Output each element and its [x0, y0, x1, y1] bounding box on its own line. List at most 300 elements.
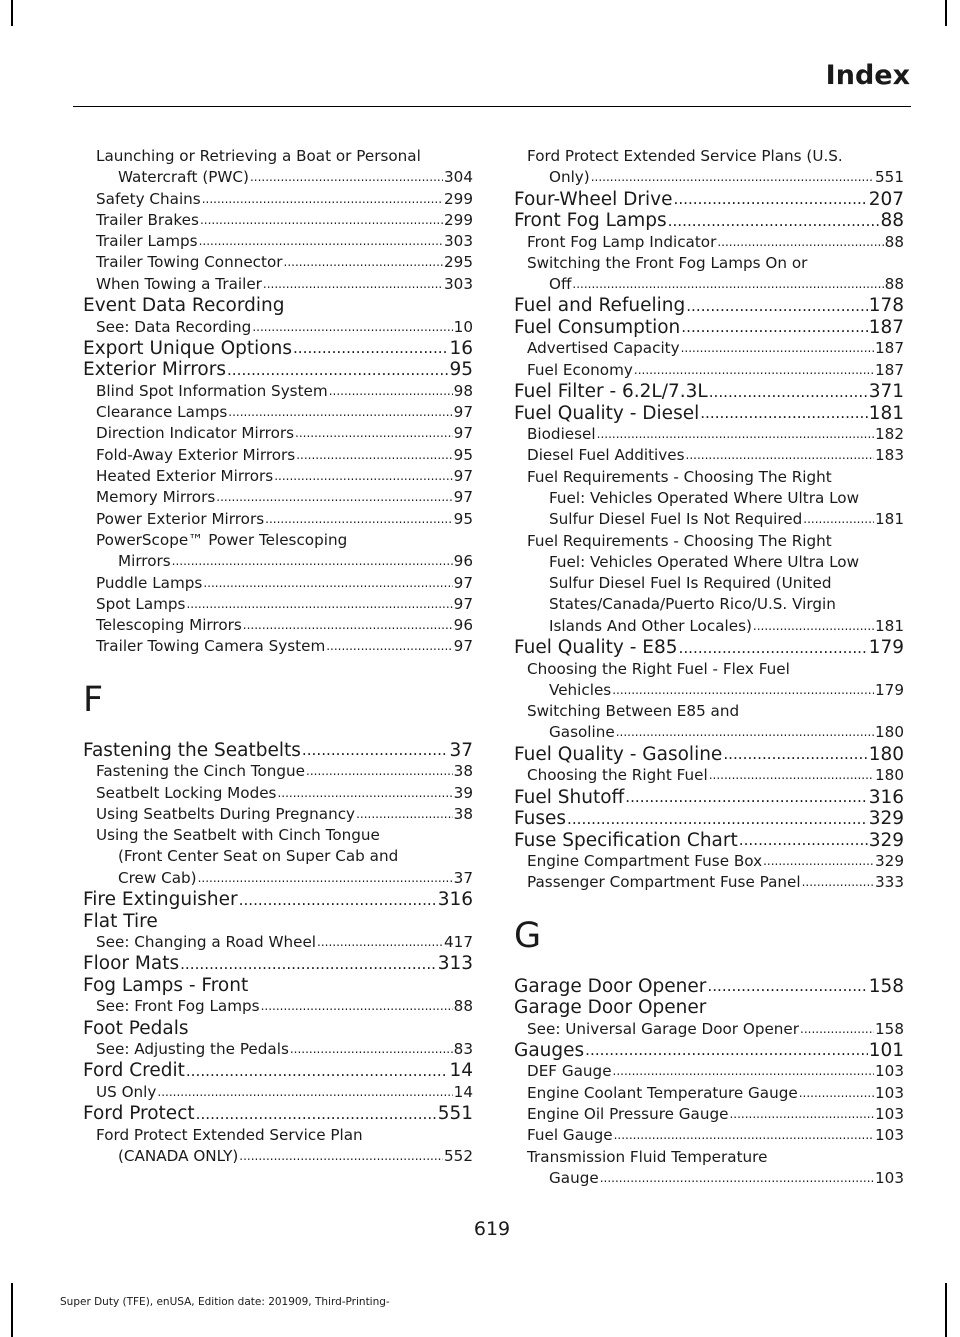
- entry-term-line: Choosing the Right Fuel - Flex Fuel: [527, 659, 790, 678]
- entry-page-number: 103: [875, 1083, 904, 1102]
- entry-term: Off: [549, 275, 572, 294]
- entry-term: Fuel Consumption: [514, 316, 681, 338]
- index-entry: [514, 1040, 904, 1062]
- dot-leader: [196, 1104, 437, 1125]
- entry-term: Gauges: [514, 1039, 585, 1061]
- entry-page-number: 183: [875, 446, 904, 465]
- dot-leader: [700, 403, 867, 424]
- entry-page-number: 180: [875, 723, 904, 742]
- dot-leader: [243, 615, 453, 636]
- index-entry: [514, 317, 904, 339]
- dot-leader: [707, 976, 867, 997]
- entry-page-number: 97: [453, 467, 473, 486]
- dot-leader: [317, 932, 443, 953]
- index-entry: [514, 765, 904, 786]
- entry-page-number: 181: [868, 402, 904, 424]
- index-entry: [83, 889, 473, 911]
- entry-term-line: [514, 680, 904, 701]
- dot-leader: [277, 783, 452, 804]
- dot-leader: [356, 804, 453, 825]
- entry-term: See: Universal Garage Door Opener: [527, 1019, 800, 1038]
- index-entry-multiline: [514, 531, 904, 637]
- index-entry: [514, 1019, 904, 1040]
- dot-leader: [199, 231, 443, 252]
- index-entry: [83, 996, 473, 1017]
- entry-term: Fuel Economy: [527, 360, 633, 379]
- index-entry: [83, 1039, 473, 1060]
- entry-term: Engine Coolant Temperature Gauge: [527, 1083, 798, 1102]
- dot-leader: [729, 1104, 874, 1125]
- index-entry-multiline: [514, 467, 904, 531]
- entry-term: See: Data Recording: [96, 317, 252, 336]
- entry-page-number: 179: [875, 680, 904, 699]
- entry-term-line: Fuel: Vehicles Operated Where Ultra Low: [549, 488, 859, 507]
- index-heading: Garage Door Opener: [514, 997, 707, 1019]
- dot-leader: [709, 382, 868, 403]
- dot-leader: [306, 761, 453, 782]
- index-entry: [514, 445, 904, 466]
- entry-term-line: PowerScope™ Power Telescoping: [96, 530, 348, 549]
- dot-leader: [802, 872, 874, 893]
- entry-term: Trailer Towing Connector: [96, 253, 283, 272]
- entry-page-number: 187: [875, 360, 904, 379]
- dot-leader: [686, 296, 867, 317]
- entry-page-number: 103: [875, 1062, 904, 1081]
- dot-leader: [203, 573, 452, 594]
- entry-page-number: 551: [437, 1103, 473, 1125]
- entry-term: Only): [549, 168, 590, 187]
- index-entry-multiline: [514, 701, 904, 744]
- index-entry: [514, 637, 904, 659]
- dot-leader: [302, 740, 449, 761]
- dot-leader: [723, 744, 867, 765]
- entry-page-number: 97: [453, 488, 473, 507]
- entry-page-number: 179: [868, 637, 904, 659]
- entry-page-number: 88: [453, 997, 473, 1016]
- index-entry-multiline: [514, 1147, 904, 1190]
- entry-term: Trailer Brakes: [96, 210, 199, 229]
- index-entry-multiline: [514, 253, 904, 296]
- entry-page-number: 88: [884, 232, 904, 251]
- index-entry: [83, 466, 473, 487]
- entry-page-number: 38: [453, 762, 473, 781]
- index-entry: [514, 189, 904, 211]
- entry-term-line: Fuel Requirements - Choosing The Right: [527, 531, 832, 550]
- entry-page-number: 97: [453, 594, 473, 613]
- index-entry: [83, 445, 473, 466]
- entry-term: Fuel and Refueling: [514, 295, 686, 317]
- index-entry: [514, 744, 904, 766]
- dot-leader: [614, 1125, 874, 1146]
- entry-term: Fastening the Cinch Tongue: [96, 762, 306, 781]
- index-entry: [83, 740, 473, 762]
- entry-term-line: [83, 868, 473, 889]
- entry-term-line: Switching the Front Fog Lamps On or: [527, 253, 808, 272]
- index-entry-multiline: [514, 146, 904, 189]
- edition-footer: Super Duty (TFE), enUSA, Edition date: 201909, Third-Printing-: [60, 1296, 390, 1308]
- entry-term: Floor Mats: [83, 953, 180, 975]
- dot-leader: [228, 402, 452, 423]
- entry-page-number: 88: [884, 275, 904, 294]
- dot-leader: [326, 636, 452, 657]
- entry-term-line: [514, 616, 904, 637]
- entry-term-line: States/Canada/Puerto Rico/U.S. Virgin: [549, 595, 836, 614]
- entry-page-number: 182: [875, 425, 904, 444]
- entry-page-number: 303: [444, 232, 473, 251]
- dot-leader: [265, 509, 453, 530]
- index-entry: [514, 1104, 904, 1125]
- index-entry: [514, 830, 904, 852]
- dot-leader: [717, 232, 883, 253]
- dot-leader: [567, 809, 868, 830]
- entry-term: Trailer Lamps: [96, 232, 198, 251]
- entry-term: Fuel Quality - E85: [514, 637, 678, 659]
- dot-leader: [252, 317, 452, 338]
- index-entry: [514, 232, 904, 253]
- entry-page-number: 98: [453, 381, 473, 400]
- index-entry: [83, 783, 473, 804]
- entry-page-number: 39: [453, 783, 473, 802]
- entry-term: Fuel Gauge: [527, 1126, 613, 1145]
- entry-term: Direction Indicator Mirrors: [96, 424, 295, 443]
- index-heading: Event Data Recording: [83, 295, 285, 317]
- entry-term: Trailer Towing Camera System: [96, 637, 326, 656]
- crop-mark-bottom-left: [11, 1283, 13, 1337]
- index-entry: [514, 424, 904, 445]
- entry-page-number: 178: [868, 295, 904, 317]
- index-entry: [83, 487, 473, 508]
- index-heading: Flat Tire: [83, 910, 158, 932]
- entry-term-line: Ford Protect Extended Service Plan: [96, 1125, 363, 1144]
- entry-term-line: Fuel: Vehicles Operated Where Ultra Low: [549, 552, 859, 571]
- entry-term: Spot Lamps: [96, 594, 186, 613]
- entry-page-number: 207: [868, 188, 904, 210]
- dot-leader: [681, 317, 867, 338]
- dot-leader: [227, 360, 448, 381]
- entry-page-number: 95: [453, 509, 473, 528]
- dot-leader: [186, 594, 452, 615]
- index-entry: [514, 381, 904, 403]
- index-entry: [83, 402, 473, 423]
- entry-term: Blind Spot Information System: [96, 381, 328, 400]
- entry-term: See: Changing a Road Wheel: [96, 933, 317, 952]
- entry-term-line: [514, 274, 904, 295]
- title-divider: [73, 106, 911, 107]
- entry-term: Front Fog Lamps: [514, 210, 667, 232]
- entry-page-number: 14: [449, 1060, 473, 1082]
- dot-leader: [739, 830, 868, 851]
- entry-term: Passenger Compartment Fuse Panel: [527, 873, 801, 892]
- index-entry: [83, 381, 473, 402]
- index-heading: Fog Lamps - Front: [83, 974, 249, 996]
- dot-leader: [200, 210, 443, 231]
- entry-term: Clearance Lamps: [96, 403, 228, 422]
- entry-page-number: 313: [437, 953, 473, 975]
- index-entry: [514, 295, 904, 317]
- entry-term: Islands And Other Locales): [549, 616, 752, 635]
- entry-term: See: Front Fog Lamps: [96, 997, 260, 1016]
- dot-leader: [679, 638, 868, 659]
- entry-term: Heated Exterior Mirrors: [96, 467, 274, 486]
- entry-term: DEF Gauge: [527, 1062, 612, 1081]
- entry-term: Engine Oil Pressure Gauge: [527, 1105, 729, 1124]
- index-entry: [83, 573, 473, 594]
- entry-term-line: [514, 509, 904, 530]
- entry-page-number: 16: [449, 337, 473, 359]
- index-entry: [83, 338, 473, 360]
- section-letter: F: [83, 679, 104, 720]
- index-column-left: [83, 146, 473, 1167]
- entry-term-line: Fuel Requirements - Choosing The Right: [527, 467, 832, 486]
- entry-page-number: 14: [453, 1082, 473, 1101]
- index-entry: [514, 787, 904, 809]
- entry-page-number: 37: [453, 868, 473, 887]
- entry-page-number: 552: [444, 1147, 473, 1165]
- dot-leader: [591, 167, 874, 188]
- entry-term: Seatbelt Locking Modes: [96, 783, 277, 802]
- entry-term-line: Switching Between E85 and: [527, 702, 740, 721]
- entry-page-number: 95: [449, 359, 473, 381]
- index-entry: [514, 808, 904, 830]
- entry-page-number: 303: [444, 274, 473, 293]
- dot-leader: [172, 551, 453, 572]
- entry-term: Memory Mirrors: [96, 488, 216, 507]
- entry-term-line: Transmission Fluid Temperature: [527, 1147, 768, 1166]
- entry-term: Choosing the Right Fuel: [527, 766, 708, 785]
- dot-leader: [600, 1168, 874, 1189]
- dot-leader: [753, 616, 874, 637]
- dot-leader: [612, 680, 874, 701]
- index-entry: [83, 761, 473, 782]
- index-entry: [83, 317, 473, 338]
- entry-term: Fire Extinguisher: [83, 889, 238, 911]
- dot-leader: [329, 381, 453, 402]
- entry-term-line: Sulfur Diesel Fuel Is Required (United: [549, 574, 832, 593]
- dot-leader: [681, 338, 874, 359]
- index-entry: [514, 210, 904, 232]
- dot-leader: [250, 167, 443, 188]
- dot-leader: [239, 890, 437, 911]
- index-entry-multiline: [514, 659, 904, 702]
- page-title: Index: [825, 60, 910, 91]
- entry-term-line: [514, 167, 904, 188]
- entry-term: Fuses: [514, 808, 567, 830]
- index-entry: [83, 359, 473, 381]
- index-entry: [514, 851, 904, 872]
- dot-leader: [763, 851, 874, 872]
- entry-page-number: 316: [868, 786, 904, 808]
- dot-leader: [674, 189, 868, 210]
- index-entry: [83, 636, 473, 657]
- entry-page-number: 37: [449, 739, 473, 761]
- index-entry: [514, 976, 904, 998]
- index-entry-multiline: [83, 825, 473, 889]
- entry-page-number: 97: [453, 403, 473, 422]
- dot-leader: [686, 445, 874, 466]
- entry-page-number: 329: [868, 808, 904, 830]
- entry-term: Telescoping Mirrors: [96, 616, 242, 635]
- dot-leader: [293, 338, 448, 359]
- index-entry-multiline: [83, 530, 473, 573]
- index-entry: [83, 252, 473, 273]
- index-entry: [514, 360, 904, 381]
- entry-page-number: 371: [868, 381, 904, 403]
- entry-page-number: 181: [875, 510, 904, 529]
- dot-leader: [799, 1083, 874, 1104]
- dot-leader: [634, 360, 874, 381]
- entry-term-line: [83, 551, 473, 572]
- entry-page-number: 103: [875, 1105, 904, 1124]
- entry-page-number: 417: [444, 933, 473, 952]
- index-entry: [83, 210, 473, 231]
- dot-leader: [186, 1061, 449, 1082]
- entry-term: Using Seatbelts During Pregnancy: [96, 804, 356, 823]
- index-entry: [514, 1125, 904, 1146]
- index-heading: Foot Pedals: [83, 1017, 189, 1039]
- entry-page-number: 97: [453, 424, 473, 443]
- dot-leader: [616, 722, 874, 743]
- entry-term: Export Unique Options: [83, 337, 292, 359]
- entry-term-line: [83, 1146, 473, 1167]
- entry-page-number: 38: [453, 804, 473, 823]
- entry-page-number: 101: [868, 1039, 904, 1061]
- entry-page-number: 88: [880, 210, 904, 232]
- entry-page-number: 96: [453, 616, 473, 635]
- index-entry: [83, 274, 473, 295]
- entry-page-number: 180: [875, 766, 904, 785]
- entry-page-number: 299: [444, 210, 473, 229]
- entry-term: Vehicles: [549, 680, 612, 699]
- dot-leader: [585, 1040, 868, 1061]
- entry-page-number: 329: [868, 829, 904, 851]
- entry-page-number: 158: [875, 1019, 904, 1038]
- index-entry: [514, 872, 904, 893]
- dot-leader: [198, 868, 453, 889]
- entry-term-line: Using the Seatbelt with Cinch Tongue: [96, 826, 380, 845]
- index-entry: [83, 189, 473, 210]
- dot-leader: [284, 252, 443, 273]
- dot-leader: [290, 1039, 453, 1060]
- index-entry: [83, 1082, 473, 1103]
- index-entry: [83, 1060, 473, 1082]
- index-entry: [83, 509, 473, 530]
- entry-page-number: 187: [875, 339, 904, 358]
- dot-leader: [597, 424, 874, 445]
- entry-term: Fuel Filter - 6.2L/7.3L: [514, 381, 708, 403]
- entry-term: Ford Credit: [83, 1060, 185, 1082]
- entry-page-number: 103: [875, 1168, 904, 1187]
- entry-term: Power Exterior Mirrors: [96, 509, 265, 528]
- index-entry-multiline: [83, 146, 473, 189]
- entry-term: (CANADA ONLY): [118, 1147, 239, 1165]
- entry-term: Diesel Fuel Additives: [527, 446, 685, 465]
- index-entry: [514, 1061, 904, 1082]
- entry-page-number: 181: [875, 616, 904, 635]
- entry-term: Exterior Mirrors: [83, 359, 226, 381]
- index-entry: [83, 804, 473, 825]
- entry-term-line: [514, 1168, 904, 1189]
- dot-leader: [295, 423, 453, 444]
- entry-term: Biodiesel: [527, 425, 596, 444]
- index-entry: [83, 423, 473, 444]
- entry-page-number: 299: [444, 189, 473, 208]
- entry-term: Fuel Quality - Diesel: [514, 402, 700, 424]
- crop-mark-top-left: [11, 0, 13, 26]
- index-entry: [514, 338, 904, 359]
- entry-term: Advertised Capacity: [527, 339, 680, 358]
- index-entry-multiline: [83, 1125, 473, 1168]
- dot-leader: [216, 487, 452, 508]
- entry-page-number: 304: [444, 168, 473, 187]
- crop-mark-bottom-right: [945, 1283, 947, 1337]
- index-entry: [83, 231, 473, 252]
- entry-page-number: 295: [444, 253, 473, 272]
- dot-leader: [668, 211, 880, 232]
- dot-leader: [180, 954, 437, 975]
- entry-term-line: Launching or Retrieving a Boat or Personal: [96, 147, 421, 165]
- dot-leader: [800, 1019, 874, 1040]
- entry-term: Four-Wheel Drive: [514, 188, 673, 210]
- section-letter: G: [514, 915, 542, 956]
- entry-term: Front Fog Lamp Indicator: [527, 232, 717, 251]
- dot-leader: [803, 509, 874, 530]
- entry-term: Watercraft (PWC): [118, 168, 249, 187]
- entry-term: Gasoline: [549, 723, 615, 742]
- entry-page-number: 180: [868, 743, 904, 765]
- entry-term: Gauge: [549, 1168, 599, 1187]
- entry-term: Fold-Away Exterior Mirrors: [96, 445, 296, 464]
- entry-term-line: [514, 722, 904, 743]
- entry-term: Puddle Lamps: [96, 573, 203, 592]
- entry-term: Fuel Shutoff: [514, 786, 625, 808]
- entry-page-number: 95: [453, 445, 473, 464]
- index-entry: [83, 615, 473, 636]
- entry-page-number: 551: [875, 168, 904, 187]
- dot-leader: [625, 787, 867, 808]
- entry-term: US Only: [96, 1082, 157, 1101]
- entry-term: Crew Cab): [118, 868, 197, 887]
- entry-page-number: 103: [875, 1126, 904, 1145]
- index-entry: [83, 594, 473, 615]
- page-number: 619: [473, 1218, 511, 1240]
- entry-term-line: [83, 167, 473, 188]
- entry-term: When Towing a Trailer: [96, 274, 262, 293]
- entry-page-number: 83: [453, 1040, 473, 1059]
- entry-page-number: 329: [875, 852, 904, 871]
- dot-leader: [296, 445, 452, 466]
- entry-term: Fastening the Seatbelts: [83, 739, 301, 761]
- dot-leader: [263, 274, 443, 295]
- entry-term: Mirrors: [118, 552, 171, 571]
- entry-term: Garage Door Opener: [514, 975, 707, 997]
- crop-mark-top-right: [945, 0, 947, 26]
- entry-term-line: Ford Protect Extended Service Plans (U.S.: [527, 147, 843, 165]
- index-entry: [514, 1083, 904, 1104]
- entry-term: Engine Compartment Fuse Box: [527, 852, 763, 871]
- dot-leader: [572, 274, 883, 295]
- dot-leader: [261, 996, 453, 1017]
- entry-page-number: 333: [875, 873, 904, 892]
- entry-term: See: Adjusting the Pedals: [96, 1040, 289, 1059]
- entry-page-number: 96: [453, 552, 473, 571]
- dot-leader: [202, 189, 443, 210]
- entry-term: Sulfur Diesel Fuel Is Not Required: [549, 510, 803, 529]
- entry-term: Fuse Specification Chart: [514, 829, 738, 851]
- entry-page-number: 187: [868, 316, 904, 338]
- entry-page-number: 158: [868, 975, 904, 997]
- entry-page-number: 316: [437, 889, 473, 911]
- index-entry: [83, 932, 473, 953]
